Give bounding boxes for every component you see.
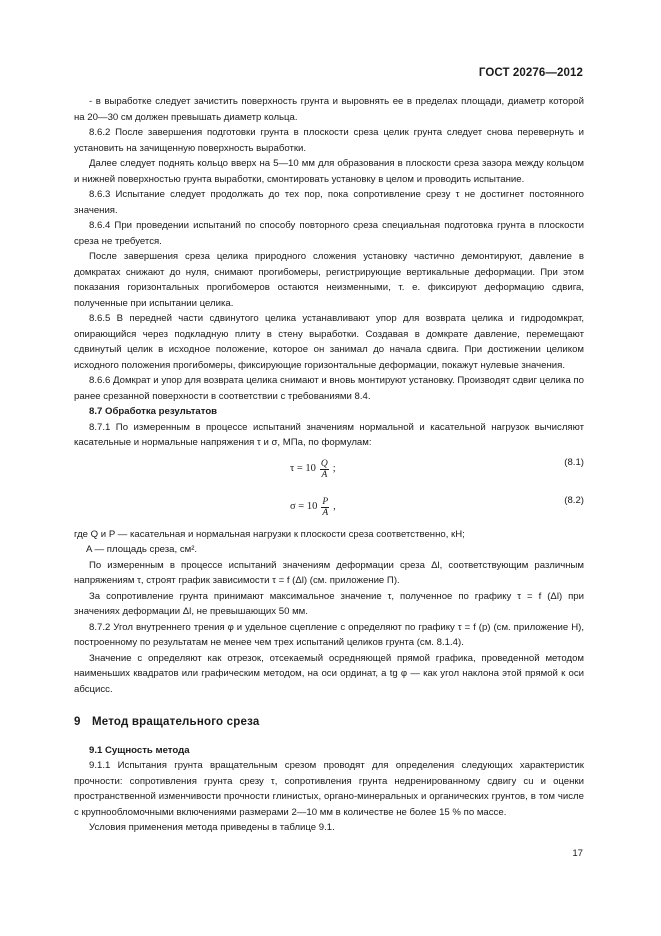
paragraph: За сопротивление грунта принимают максимальное значение τ, полученное по графику τ = f (Δl) при значениях деформации Δl, не превышающих 50 мм. bbox=[74, 590, 584, 617]
paragraph: По измеренным в процессе испытаний значениям деформации среза Δl, соответствующим различным напряжениям τ, строят график зависимости τ = f (Δl) (см. приложение П). bbox=[74, 559, 584, 586]
paragraph: 8.6.5 В передней части сдвинутого целика устанавливают упор для возврата целика и гидродомкрат, опирающийся через подкладную плиту в стену выработки. Создавая в домкрате давление, перемещают сдвинутый целик в исходное положение, которое он занимал до начала сдвига. При достижении целиком исходного положения прогибомеры, фиксирующие горизонтальные деформации, покажут нулевые значения. bbox=[74, 313, 584, 371]
formula-fraction bbox=[321, 497, 329, 518]
paragraph: 8.7.2 Угол внутреннего трения φ и удельное сцепление c определяют по графику τ = f (p) (см. приложение Н), построенному по результатам не менее чем трех испытаний целиков грунта (см. 8.1.4). bbox=[74, 621, 584, 648]
formula-legend: A — площадь среза, см². bbox=[86, 544, 198, 555]
page-body bbox=[74, 94, 584, 836]
paragraph: 8.6.3 Испытание следует продолжать до тех пор, пока сопротивление срезу τ не достигнет постоянного значения. bbox=[74, 189, 584, 216]
section-number: 9 bbox=[74, 716, 81, 728]
formula-number: (8.1) bbox=[564, 456, 584, 468]
paragraph: 8.6.6 Домкрат и упор для возврата целика снимают и вновь монтируют установку. Производят сдвиг целика по ранее срезанной поверхности в соответствии с требованиями 8.4. bbox=[74, 375, 584, 402]
paragraph: 8.6.2 После завершения подготовки грунта в плоскости среза целик грунта следует снова перевернуть и установить на зачищенную поверхность выработки. bbox=[74, 127, 584, 154]
paragraph: - в выработке следует зачистить поверхность грунта и выровнять ее в пределах площади, диаметр которой на 20—30 см должен превышать диаметр кольца. bbox=[74, 96, 584, 123]
paragraph: Далее следует поднять кольцо вверх на 5—10 мм для образования в плоскости среза зазора между кольцом и нижней поверхностью грунта выработки, смонтировать установку в целом и проводить испытание. bbox=[74, 158, 584, 185]
paragraph: После завершения среза целика природного сложения установку частично демонтируют, давление в домкратах снижают до нуля, снимают прогибомеры, регистрирующие вертикальные деформации. При этом показания горизонтальных прогибомеров остаются неизменными, т. е. фиксируют деформацию сдвига, полученные при испытании целика. bbox=[74, 251, 584, 309]
formula-numerator: P bbox=[322, 496, 329, 507]
formula-tail: , bbox=[333, 501, 336, 513]
formula-lhs: τ = 10 bbox=[290, 463, 316, 475]
paragraph: Значение c определяют как отрезок, отсекаемый осредняющей прямой графика, проведенной методом наименьших квадратов или графическим методом, на оси ординат, а tg φ — как угол наклона этой прямой к оси абсцисс. bbox=[74, 652, 584, 695]
paragraph: 8.6.4 При проведении испытаний по способу повторного среза специальная подготовка грунта в плоскости среза не требуется. bbox=[74, 220, 584, 247]
section-heading bbox=[74, 715, 584, 731]
document-code: ГОСТ 20276—2012 bbox=[478, 67, 583, 79]
formula-legend: где Q и P — касательная и нормальная нагрузки к плоскости среза соответственно, кН; bbox=[74, 528, 465, 540]
formula-denominator: A bbox=[322, 507, 329, 518]
section-title: Метод вращательного среза bbox=[92, 716, 260, 728]
paragraph: 9.1.1 Испытания грунта вращательным срезом проводят для определения следующих характеристик прочности: сопротивления грунта срезу τ, сопротивления грунта недренированному сдвигу cu и оценки пространственной изменчивости прочности глинистых, органо-минеральных и органических грунтов, в том числе с крупнообломочными включениями размерами 2—10 мм в количестве не более 15 % по массе. bbox=[74, 760, 584, 818]
subsection-heading: 8.7 Обработка результатов bbox=[89, 406, 218, 417]
formula-lhs: σ = 10 bbox=[290, 501, 318, 513]
paragraph: 8.7.1 По измеренным в процессе испытаний значениям нормальной и касательной нагрузок вычисляют касательные и нормальные напряжения τ и σ, МПа, по формулам: bbox=[74, 421, 584, 448]
formula-denominator: A bbox=[321, 469, 328, 480]
formula-number: (8.2) bbox=[564, 494, 584, 506]
formula-fraction bbox=[320, 459, 329, 480]
page-number: 17 bbox=[572, 848, 583, 859]
formula-numerator: Q bbox=[320, 458, 328, 469]
formula-tail: ; bbox=[332, 463, 336, 475]
formula-8-2 bbox=[74, 489, 584, 527]
formula-8-1 bbox=[74, 451, 584, 489]
subsection-heading: 9.1 Сущность метода bbox=[89, 744, 190, 756]
paragraph: Условия применения метода приведены в таблице 9.1. bbox=[89, 822, 335, 833]
